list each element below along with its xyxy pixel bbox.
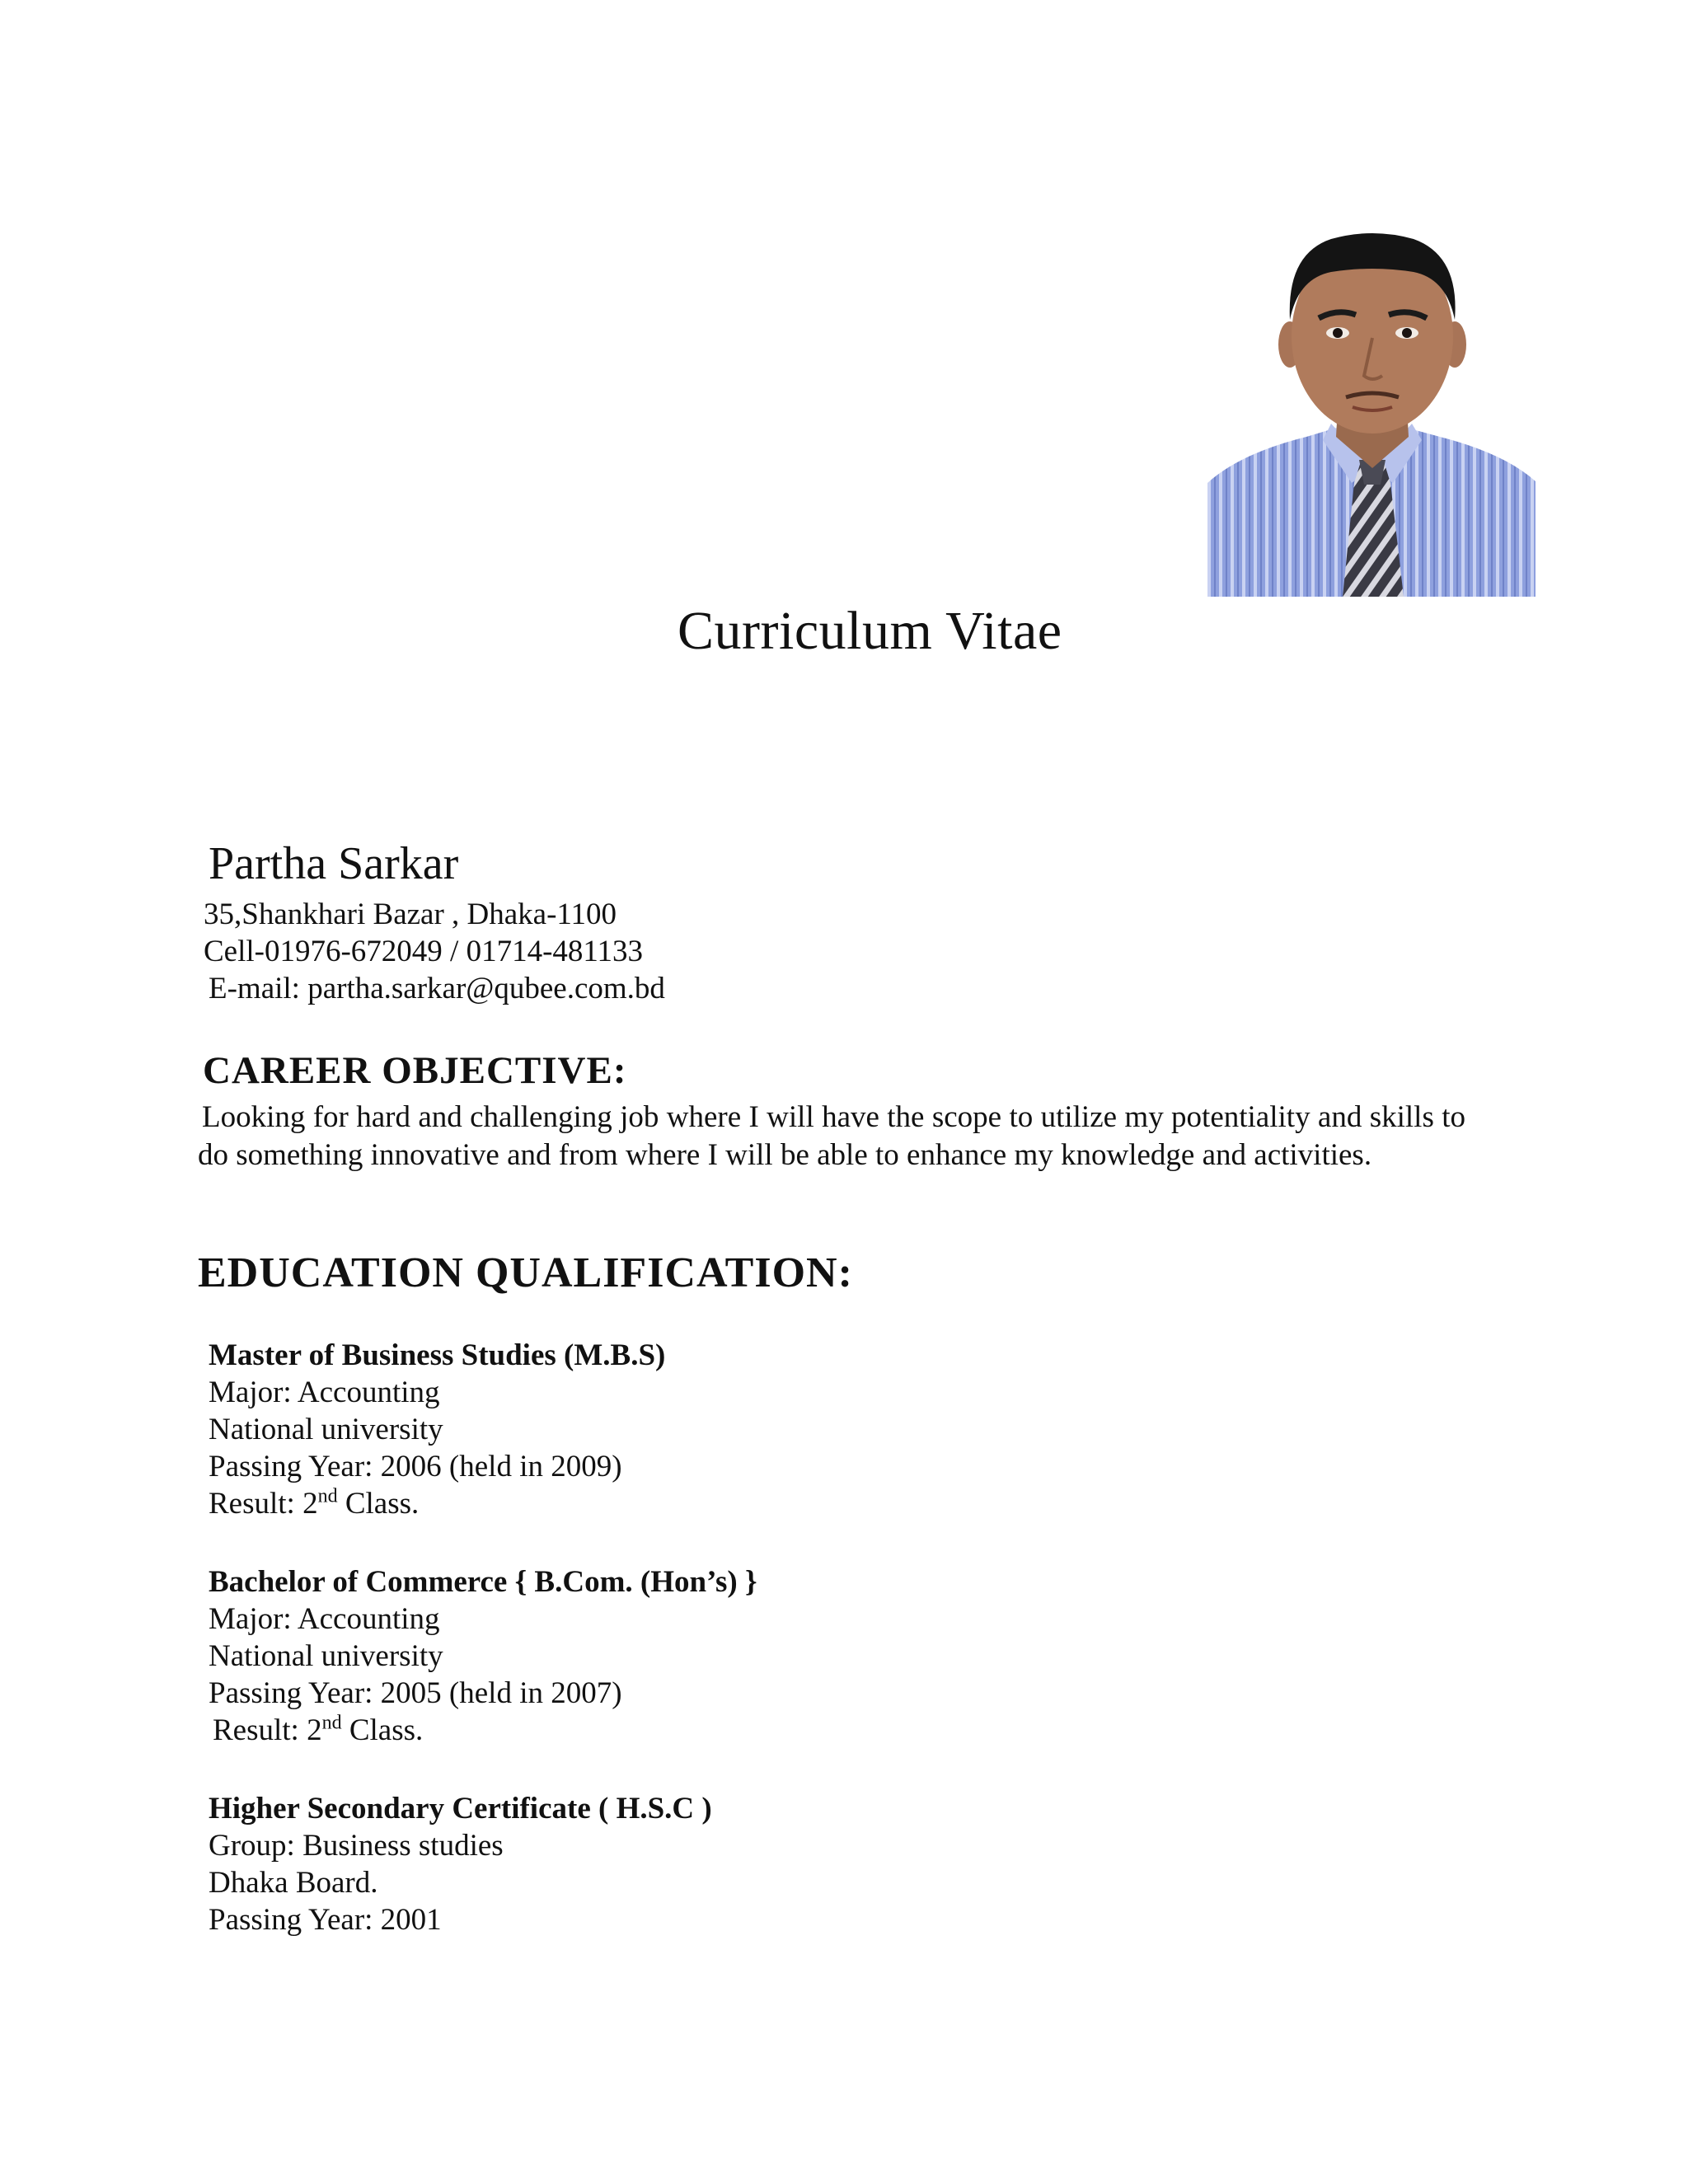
education-bcom-institution: National university — [209, 1639, 443, 1673]
education-mbs-institution: National university — [209, 1413, 443, 1446]
phone-line: Cell-01976-672049 / 01714-481133 — [204, 935, 644, 968]
education-mbs-result-sup: nd — [317, 1485, 338, 1507]
education-degree-bcom: Bachelor of Commerce { B.Com. (Hon’s) } — [209, 1565, 757, 1599]
document-title: Curriculum Vitae — [678, 601, 1062, 661]
profile-photo-icon — [1207, 221, 1536, 597]
education-mbs-result-suffix: Class. — [337, 1487, 420, 1521]
education-bcom-passing-year: Passing Year: 2005 (held in 2007) — [209, 1676, 622, 1710]
education-degree-mbs: Master of Business Studies (M.B.S) — [209, 1338, 666, 1372]
education-hsc-board: Dhaka Board. — [209, 1866, 378, 1900]
education-hsc-group: Group: Business studies — [209, 1829, 504, 1863]
education-bcom-result — [213, 1713, 423, 1748]
education-heading: EDUCATION QUALIFICATION: — [198, 1249, 853, 1296]
education-hsc-passing-year: Passing Year: 2001 — [209, 1903, 442, 1937]
education-bcom-result-sup: nd — [321, 1712, 342, 1734]
career-objective-heading: CAREER OBJECTIVE: — [203, 1049, 627, 1092]
education-mbs-passing-year: Passing Year: 2006 (held in 2009) — [209, 1450, 622, 1483]
candidate-name: Partha Sarkar — [209, 838, 459, 889]
email-line: E-mail: partha.sarkar@qubee.com.bd — [209, 972, 665, 1005]
education-mbs-result — [209, 1486, 419, 1521]
education-bcom-major: Major: Accounting — [209, 1602, 440, 1636]
education-mbs-major: Major: Accounting — [209, 1376, 440, 1409]
education-bcom-result-suffix: Class. — [341, 1713, 424, 1747]
education-mbs-result-prefix: Result: 2 — [209, 1487, 318, 1521]
education-bcom-result-prefix: Result: 2 — [213, 1713, 322, 1747]
education-degree-hsc: Higher Secondary Certificate ( H.S.C ) — [209, 1792, 712, 1825]
address-line: 35,Shankhari Bazar , Dhaka-1100 — [204, 898, 617, 931]
career-objective-text: Looking for hard and challenging job where I will have the scope to utilize my potentiality and skills to do something innovative and from where I will be able to enhance my knowledge and activities. — [198, 1100, 1465, 1172]
profile-photo — [1207, 221, 1536, 597]
